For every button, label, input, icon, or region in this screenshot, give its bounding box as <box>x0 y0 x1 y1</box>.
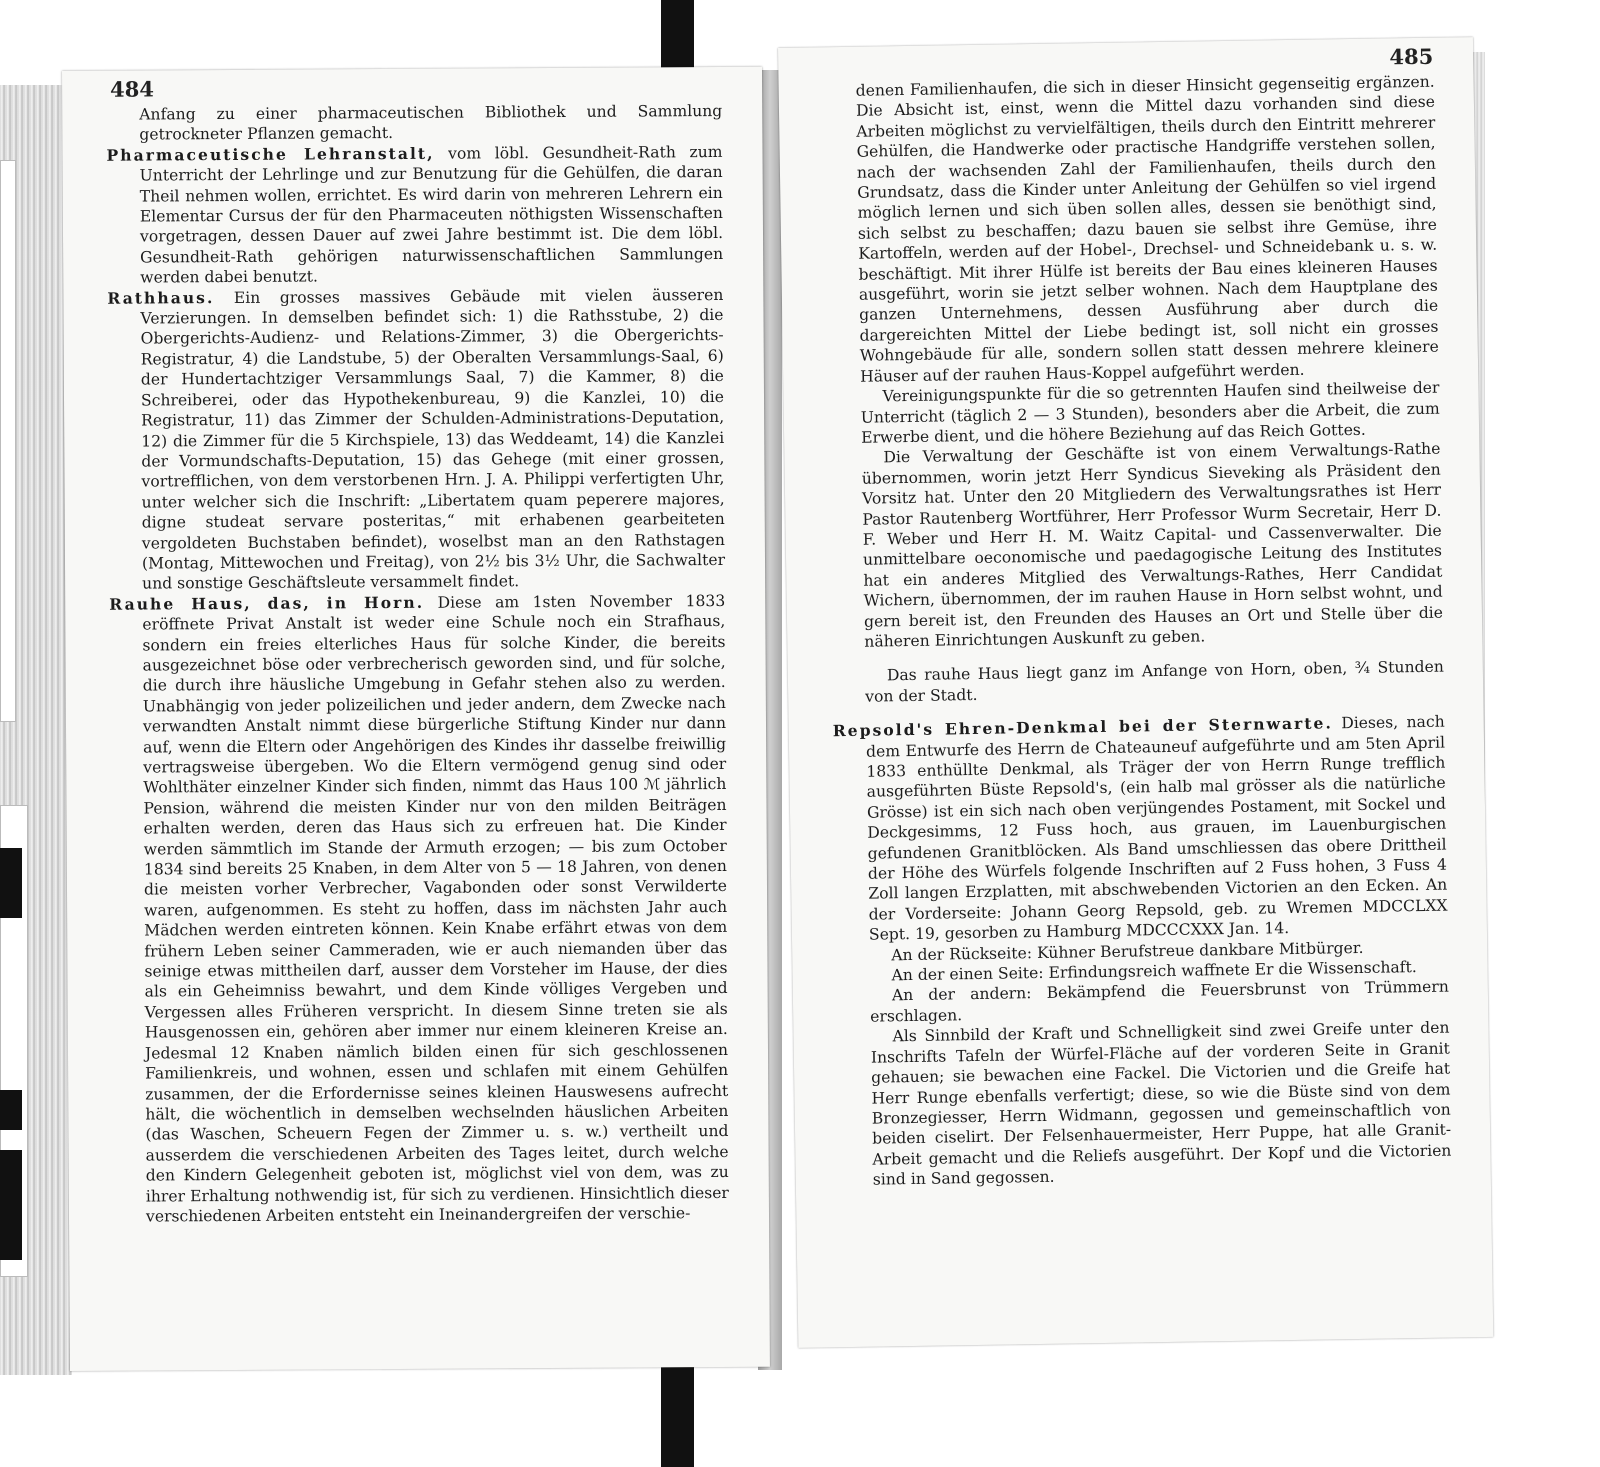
right-page <box>778 37 1493 1348</box>
entry-text: Ein grosses massives Gebäude mit vielen äusseren Verzierungen. In demselben befindet sich: 1) die Rathsstube, 2) die Obergerichts-Audienz- und Relations-Zimmer, 3) die Obergerichts-Registratur, 4) die Landstube, 5) der Oberalten Versammlungs-Saal, 6) der Hundertachtziger Versammlungs Saal, 7) die Kammer, 8) die Schreiberei, oder das Hypothekenbureau, 9) die Kanzlei, 10) die Registratur, 11) das Zimmer der Schulden-Administrations-Deputation, 12) die Zimmer für die 5 Kirchspiele, 13) das Weddeamt, 14) die Kanzlei der Vormundschafts-Deputation, 15) das Gehege (mit einer grossen, vortrefflichen, von dem verstorbenen Hrn. J. A. Philippi verfertigten Uhr, unter welcher sich die Inschrift: „Libertatem quam peperere majores, digne studeat servare posteritas,“ mit erhabenen gearbeiteten vergoldeten Buchstaben befindet), woselbst man an den Rathstagen (Montag, Mittewochen und Freitag), von 2½ bis 3½ Uhr, die Sachwalter und sonstige Geschäftsleute versammelt findet. <box>140 285 726 593</box>
paragraph: denen Familienhaufen, die sich in dieser Hinsicht gegenseitig ergänzen. Die Absicht ist, einst, wenn die Mittel dazu vorhanden sind diese Arbeiten möglichst zu vervielfältigen, theils durch den Eintritt mehrerer Gehülfen, die Handwerke oder practische Handgriffe verstehen sollen, nach der wachsenden Zahl der Familienhaufen, theils durch den Grundsatz, dass die Kinder unter Anleitung der Gehülfen so viel irgend möglich lernen und sich üben sollen alles, dessen sie benöthigt sind, sich selbst zu beschaffen; dazu bauen sie selbst ihre Gemüse, ihre Kartoffeln, werden auf der Hobel-, Drechsel- und Schneidebank u. s. w. beschäftigt. Mit ihrer Hülfe ist bereits der Bau eines kleineren Hauses ausgeführt, worin sie jetzt selber wohnen. Nach dem Hauptplane des ganzen Unternehmens, dessen Ausführung aber durch die dargereichten Mittel der Liebe bedingt ist, soll nicht ein grosses Wohngebäude für alle, sondern sollen statt dessen mehrere kleinere Häuser auf der rauhen Haus-Koppel aufgeführt werden. <box>855 72 1439 386</box>
spine-mark <box>0 848 22 918</box>
edge-tab <box>0 160 16 722</box>
entry-heading: Rathhaus. <box>107 287 215 308</box>
entry-rathhaus <box>107 285 725 595</box>
page-number: 484 <box>110 76 155 102</box>
paragraph: Als Sinnbild der Kraft und Schnelligkeit sind zwei Greife unter den Inschrifts Tafeln der Würfel-Fläche auf der vorderen Seite in Granit gehauen; sie bewachen eine Fackel. Die Victorien und die Greife hat Herr Runge ebenfalls verfertigt; diese, so wie die Büste sind von dem Bronzegiesser, Herrn Widmann, gegossen und gemeinschaftlich von beiden ciselirt. Der Felsenhauermeister, Herr Puppe, hat alle Granit-Arbeit gemacht und die Reliefs ausgeführt. Der Kopf und die Victorien sind in Sand gegossen. <box>870 1018 1452 1189</box>
entry-heading: Rauhe Haus, das, in Horn. <box>109 592 425 614</box>
inscription: An der Rückseite: Kühner Berufstreue dankbare Mitbürger. <box>891 938 1364 964</box>
entry-repsold-denkmal <box>833 712 1448 946</box>
spine-mark <box>0 1150 22 1260</box>
paragraph: Die Verwaltung der Geschäfte ist von einem Verwaltungs-Rathe übernommen, worin jetzt Herr Syndicus Sieveking als Präsident den Vorsitz hat. Unter den 20 Mitgliedern des Verwaltungsrathes ist Herr Pastor Rautenberg Wortführer, Herr Professor Wurm Secretair, Herr D. F. Weber und Herr H. M. Waitz Capital- und Cassenverwalter. Die unmittelbare oeconomische und paedagogische Leitung des Institutes hat ein anderes Mitglied des Verwaltungs-Rathes, Herr Candidat Wichern, übernommen, der im rauhen Hause in Horn selbst wohnt, und gern bereit ist, den Freunden des Hauses an Ort und Stelle über die näheren Einrichtungen Auskunft zu geben. <box>861 439 1444 651</box>
paragraph: Vereinigungspunkte für die so getrennten Haufen sind theilweise der Unterricht (täglich 2 — 3 Stunden), besonders aber die Arbeit, die zum Erwerbe dient, und die höhere Beziehung auf das Reich Gottes. <box>860 378 1440 447</box>
entry-text: Diese am 1sten November 1833 eröffnete Privat Anstalt ist weder eine Schule noch ein Strafhaus, sondern ein freies elterliches Haus für solche Kinder, die bereits ausgezeichnet böse oder verbrecherisch geworden sind, und für solche, die durch ihre häusliche Umgebung in Gefahr stehen also zu werden. Unabhängig von jeder polizeilichen und jeder andern, dem Zwecke nach verwandten Anstalt nimmt diese bürgerliche Stiftung Kinder nur dann auf, wenn die Eltern oder Angehörigen des Kindes ihr dasselbe freiwillig vertragsweise übergeben. Wo die Eltern vermögend genug sind oder Wohlthäter einzelner Kinder sich finden, nimmt das Haus 100 ℳ jährlich Pension, während die meisten Kinder nur von den milden Beiträgen erhalten werden, deren das Haus sich zu erfreuen hat. Die Kinder werden sämmtlich im Stande der Armuth erzogen; — bis zum October 1834 sind bereits 25 Knaben, in dem Alter von 5 — 18 Jahren, von denen die meisten vorher Verbrecher, Vagabonden oder sonst Verwilderte waren, aufgenommen. Es steht zu hoffen, dass im nächsten Jahr auch Mädchen werden eintreten können. Kein Knabe erfährt etwas von dem frühern Leben seiner Cammeraden, wie er auch niemanden über das seinige etwas mittheilen darf, ausser dem Vorsteher im Hause, der dies als ein Geheimniss bewahrt, und dem Kinde völliges Vergeben und Vergessen alles Früheren verspricht. In diesem Sinne treten sie als Hausgenossen ein, gehören aber immer nur einem kleineren Kreise an. Jedesmal 12 Knaben nämlich bilden einen für sich geschlossenen Familienkreis, und wohnen, essen und schlafen mit einem Gehülfen zusammen, der die Erfordernisse seines kleinen Hauswesens aufrecht hält, die wöchentlich in demselben wechselnden häuslichen Arbeiten (das Waschen, Scheuern Fegen der Zimmer u. s. w.) vertheilt und ausserdem die verschiedenen Arbeiten des Tages leitet, durch welche den Kindern Gelegenheit geboten ist, möglichst viel von dem, was zu ihrer Erhaltung nothwendig ist, für sich zu verdienen. Hinsichtlich dieser verschiedenen Arbeiten entsteht ein Ineinandergreifen der verschie- <box>142 591 729 1226</box>
entry-text: Dieses, nach dem Entwurfe des Herrn de Chateauneuf aufgeführte und am 5ten April 1833 enthüllte Denkmal, als Träger der von Herrn Runge trefflich ausgeführten Büste Repsold's, (ein halb mal grösser als die natürliche Grösse) ist ein sich nach oben verjüngendes Postament, mit Sockel und Deckgesimms, 12 Fuss hoch, aus grauen, im Lauenburgischen gefundenen Granitblöcken. Als Band umschliessen das obere Drittheil der Höhe des Würfels folgende Inschriften auf 2 Fuss hohen, 3 Fuss 4 Zoll langen Erzplatten, mit abschwebenden Victorien an den Ecken. An der Vorderseite: Johann Georg Repsold, geb. zu Wremen MDCCLXX Sept. 19, gesorben zu Hamburg MDCCCXXX Jan. 14. <box>865 712 1448 944</box>
entry-pharmaceutische-lehranstalt <box>106 142 723 289</box>
inscription: An der einen Seite: Erfindungsreich waffnete Er die Wissenschaft. <box>891 958 1417 985</box>
entry-heading: Repsold's Ehren-Denkmal bei der Sternwarte. <box>832 713 1333 741</box>
right-page-text <box>823 72 1452 1191</box>
page-number: 485 <box>1389 43 1434 70</box>
entry-rauhe-haus <box>109 591 729 1227</box>
inscription: An der andern: Bekämpfend die Feuersbrunst von Trümmern erschlagen. <box>870 978 1449 1026</box>
left-page-text <box>106 101 729 1227</box>
paragraph: Das rauhe Haus liegt ganz im Anfange von Horn, oben, ¾ Stunden von der Stadt. <box>865 657 1444 706</box>
entry-text: vom löbl. Gesundheit-Rath zum Unterricht der Lehrlinge und zur Benutzung für die Gehülfen, die daran Theil nehmen wollen, errichtet. Es wird darin von mehreren Lehrern ein Elementar Cursus der für den Pharmaceuten nöthigsten Wissenschaften vorgetragen, dessen Dauer auf zwei Jahre bestimmt ist. Die dem löbl. Gesundheit-Rath gehörigen naturwissenschaftlichen Sammlungen werden dabei benutzt. <box>139 142 724 287</box>
left-page <box>62 67 770 1371</box>
spine-mark <box>0 1090 22 1130</box>
entry-heading: Pharmaceutische Lehranstalt, <box>106 143 435 165</box>
continued-text: Anfang zu einer pharmaceutischen Bibliothek und Sammlung getrockneter Pflanzen gemacht. <box>139 101 723 144</box>
